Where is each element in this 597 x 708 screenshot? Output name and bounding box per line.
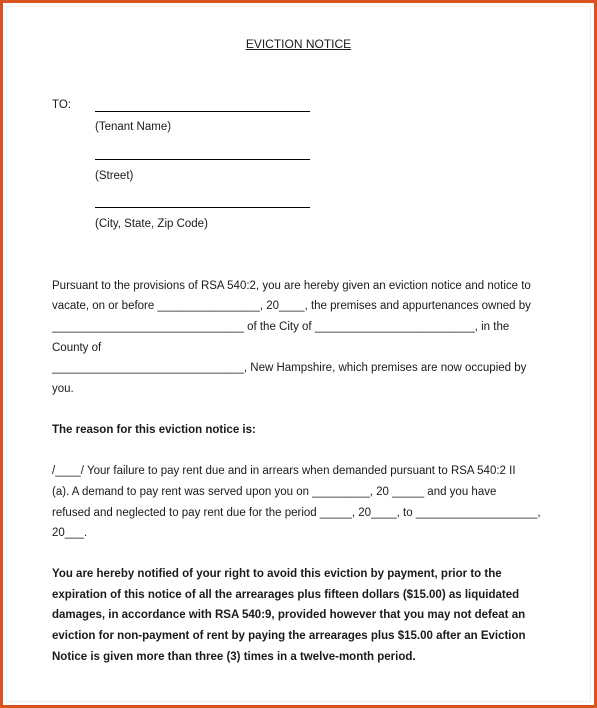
street-line (95, 159, 310, 160)
street-label: (Street) (95, 170, 134, 182)
tenant-name-label: (Tenant Name) (95, 121, 172, 133)
reason-line: /____/ Your failure to pay rent due and in arrears when demanded pursuant to RSA 540:2 II (52, 465, 516, 477)
city-state-zip-line (95, 207, 310, 208)
reason-line: refused and neglected to pay rent due for the period _____, 20____, to ___________________, (52, 507, 541, 519)
body-line: Pursuant to the provisions of RSA 540:2, you are hereby given an eviction notice and notice to (52, 280, 531, 292)
body-line: County of (52, 342, 102, 354)
body-line: ______________________________ of the City of _________________________, in the (52, 321, 510, 333)
body-line: ______________________________, New Hampshire, which premises are now occupied by (52, 362, 527, 374)
body-line: vacate, on or before ________________, 20____, the premises and appurtenances owned by (52, 300, 531, 312)
tenant-name-line (95, 111, 310, 112)
to-label: TO: (52, 99, 71, 111)
document-title: EVICTION NOTICE (245, 37, 352, 51)
body-line: you. (52, 383, 74, 395)
reason-heading: The reason for this eviction notice is: (52, 424, 256, 436)
notice-line: expiration of this notice of all the arrearages plus fifteen dollars ($15.00) as liquidated (52, 589, 520, 601)
notice-line: You are hereby notified of your right to avoid this eviction by payment, prior to the (52, 568, 502, 580)
notice-line: eviction for non-payment of rent by paying the arrearages plus $15.00 after an Eviction (52, 630, 526, 642)
notice-line: damages, in accordance with RSA 540:9, provided however that you may not defeat an (52, 609, 526, 621)
reason-line: (a). A demand to pay rent was served upon you on _________, 20 _____ and you have (52, 486, 497, 498)
notice-line: Notice is given more than three (3) times in a twelve-month period. (52, 651, 416, 663)
reason-line: 20___. (52, 527, 88, 539)
city-state-zip-label: (City, State, Zip Code) (95, 218, 208, 230)
